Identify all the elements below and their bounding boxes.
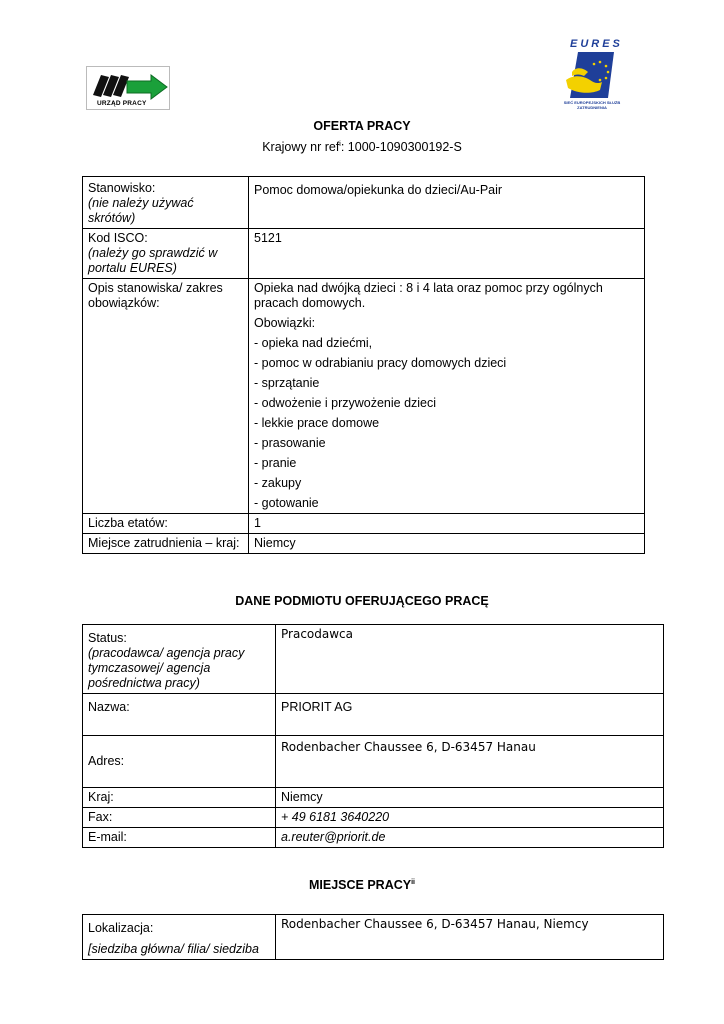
workplace-table (82, 914, 664, 960)
ref-value: : 1000-1090300192-S (340, 140, 462, 154)
document-title: OFERTA PRACY (313, 119, 411, 133)
workplace-footnote-marker: ii (411, 878, 415, 886)
table-row (83, 229, 645, 279)
table-row (83, 625, 664, 694)
desc-line: - lekkie prace domowe (254, 416, 380, 430)
table-row (83, 534, 645, 554)
positions-count-value: 1 (249, 514, 645, 534)
position-value: Pomoc domowa/opiekunka do dzieci/Au-Pair (249, 177, 645, 229)
desc-intro: Opieka nad dwójką dzieci : 8 i 4 lata oraz pomoc przy ogólnych pracach domowych. (254, 281, 603, 310)
desc-line: - prasowanie (254, 436, 326, 450)
desc-line: - opieka nad dziećmi, (254, 336, 373, 350)
table-row (83, 177, 645, 229)
status-label-cell (83, 625, 276, 694)
email-label: E-mail: (83, 828, 276, 848)
table-row (83, 279, 645, 514)
desc-line: - pomoc w odrabianiu pracy domowych dzieci (254, 356, 507, 370)
eures-brand-text: EURES (570, 38, 623, 50)
address-value: Rodenbacher Chaussee 6, D-63457 Hanau (276, 736, 664, 788)
name-value: PRIORIT AG (276, 694, 664, 736)
location-value: Rodenbacher Chaussee 6, D-63457 Hanau, Niemcy (276, 915, 664, 960)
reference-number (0, 140, 724, 154)
workplace-heading-text: MIEJSCE PRACY (309, 878, 412, 892)
desc-line: - gotowanie (254, 496, 319, 510)
desc-label: Opis stanowiska/ zakres obowiązków: (83, 279, 249, 514)
isco-label: Kod ISCO: (88, 231, 148, 245)
employer-heading: DANE PODMIOTU OFERUJĄCEGO PRACĘ (235, 594, 489, 608)
table-row (83, 788, 664, 808)
eures-hand-icon (564, 50, 616, 100)
country-label: Miejsce zatrudnienia – kraj: (83, 534, 249, 554)
address-label: Adres: (83, 736, 276, 788)
urzad-pracy-label: URZĄD PRACY (97, 100, 147, 107)
table-row (83, 694, 664, 736)
status-hint: (pracodawca/ agencja pracy tymczasowej/ agencja pośrednictwa pracy) (88, 646, 245, 690)
country-value: Niemcy (249, 534, 645, 554)
desc-line: - pranie (254, 456, 297, 470)
desc-line: Obowiązki: (254, 316, 316, 330)
table-row (83, 828, 664, 848)
fax-value: + 49 6181 3640220 (276, 808, 664, 828)
email-value: a.reuter@priorit.de (276, 828, 664, 848)
desc-line: - odwożenie i przywożenie dzieci (254, 396, 437, 410)
employer-table (82, 624, 664, 848)
position-label-cell (83, 177, 249, 229)
ref-footnote-marker: i (339, 140, 341, 148)
desc-line: - sprzątanie (254, 376, 320, 390)
desc-line: - zakupy (254, 476, 302, 490)
eures-logo (560, 38, 624, 116)
table-row (83, 514, 645, 534)
position-hint: (nie należy używać skrótów) (88, 196, 194, 225)
ref-label: Krajowy nr ref (262, 140, 340, 154)
table-row (83, 915, 664, 960)
positions-count-label: Liczba etatów: (83, 514, 249, 534)
name-label: Nazwa: (83, 694, 276, 736)
table-row (83, 808, 664, 828)
isco-hint: (należy go sprawdzić w portalu EURES) (88, 246, 218, 275)
status-label: Status: (88, 631, 127, 645)
table-row (83, 736, 664, 788)
fax-label: Fax: (83, 808, 276, 828)
position-label: Stanowisko: (88, 181, 156, 195)
location-label: Lokalizacja: (88, 921, 154, 935)
country-value: Niemcy (276, 788, 664, 808)
urzad-pracy-logo (86, 66, 170, 110)
location-hint: [siedziba główna/ filia/ siedziba (88, 942, 259, 956)
workplace-heading (0, 878, 724, 892)
isco-value: 5121 (249, 229, 645, 279)
eures-subtitle: SIEĆ EUROPEJSKICH SŁUŻB ZATRUDNIENIA (563, 100, 621, 110)
isco-label-cell (83, 229, 249, 279)
offer-table (82, 176, 645, 554)
desc-cell (249, 279, 645, 514)
status-value: Pracodawca (276, 625, 664, 694)
country-label: Kraj: (83, 788, 276, 808)
location-label-cell (83, 915, 276, 960)
